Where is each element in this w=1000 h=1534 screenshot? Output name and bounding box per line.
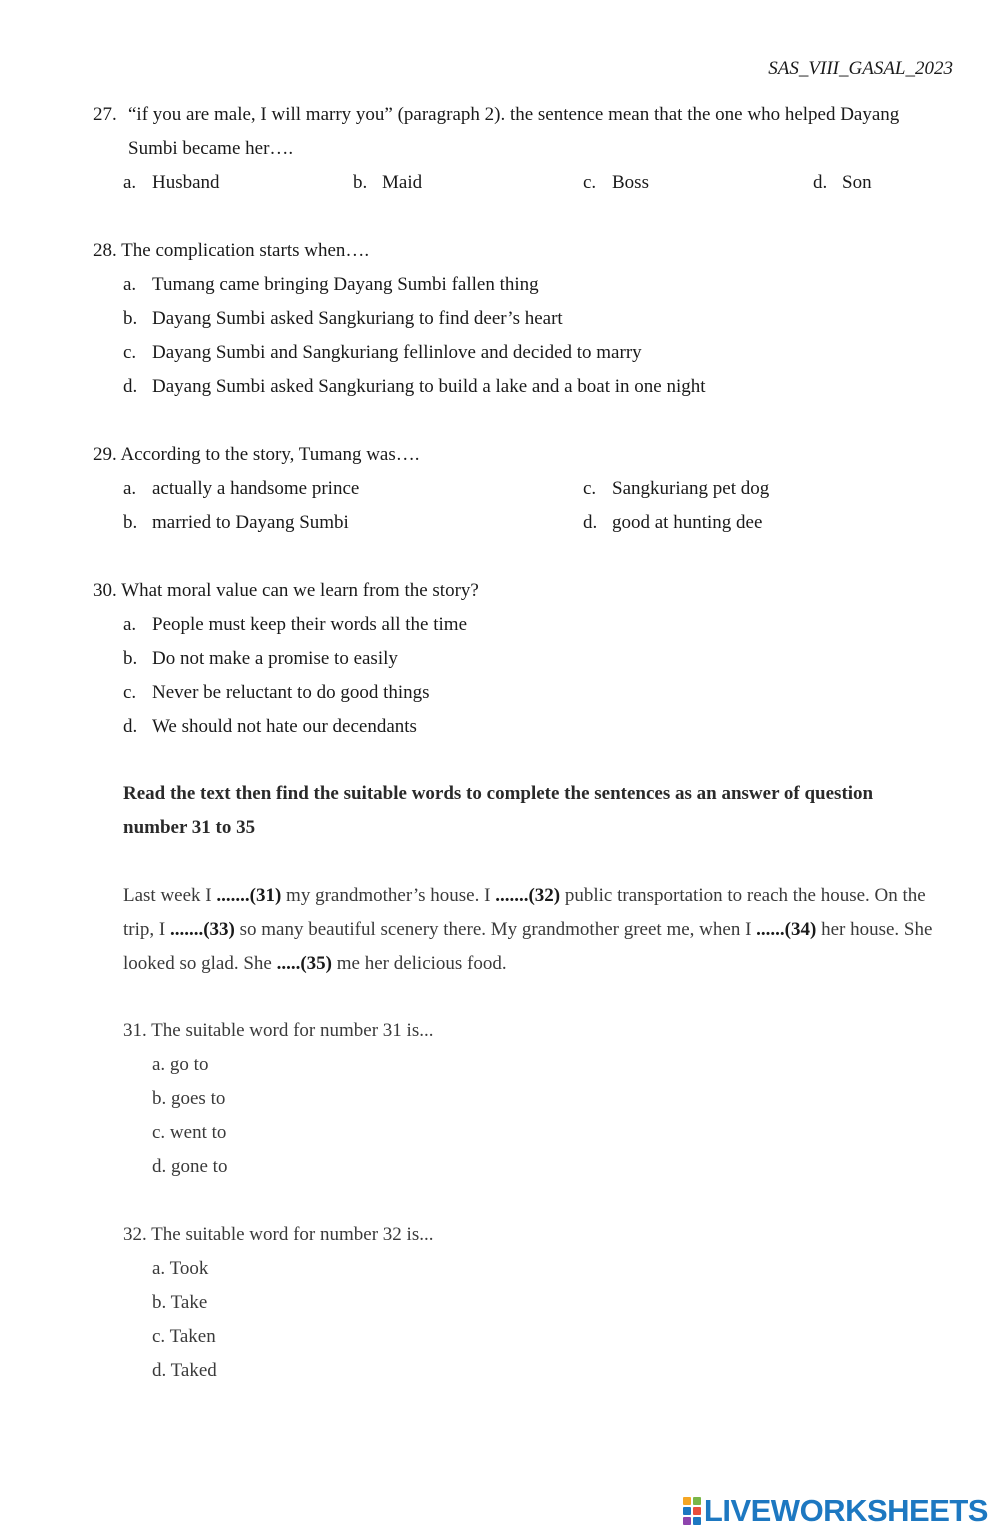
option-letter: d. [583,512,598,533]
option-29c [583,478,769,500]
option-28d [123,376,706,398]
passage-text: my grandmother’s house. I [281,885,496,906]
option-letter: b. [123,648,138,669]
option-text: good at hunting dee [612,512,763,533]
question-32-stem: 32. The suitable word for number 32 is... [123,1224,434,1245]
option-letter: a. [123,172,137,193]
option-29a [123,478,359,500]
option-29d [583,512,762,534]
option-30b [123,648,398,670]
option-text: Maid [382,172,423,193]
option-32c: c. Taken [152,1326,216,1347]
blank-31: .......(31) [216,885,282,906]
option-30d [123,716,417,738]
option-text: Dayang Sumbi and Sangkuriang fellinlove and decided to marry [152,342,642,363]
option-text: Boss [612,172,649,193]
option-text: Tumang came bringing Dayang Sumbi fallen thing [152,274,539,295]
blank-35: .....(35) [276,953,332,974]
option-32d: d. Taked [152,1360,217,1381]
option-letter: d. [813,172,828,193]
option-32a: a. Took [152,1258,209,1279]
option-letter: d. [123,376,138,397]
question-31-stem: 31. The suitable word for number 31 is... [123,1020,434,1041]
liveworksheets-logo[interactable] [683,1493,988,1529]
document-code: SAS_VIII_GASAL_2023 [768,58,953,79]
passage-text: so many beautiful scenery there. My grandmother greet me, when I [234,919,757,940]
option-27c [583,172,649,194]
question-29-stem: 29. According to the story, Tumang was…. [93,444,420,465]
option-letter: c. [583,172,597,193]
option-30c [123,682,430,704]
option-text: Husband [152,172,220,193]
blank-32: .......(32) [495,885,561,906]
option-letter: a. [123,478,137,499]
passage-text: her house. She looked so glad. She [123,919,933,974]
option-27d [813,172,872,194]
option-letter: c. [123,342,137,363]
question-27-number: 27. [93,104,117,125]
option-31c: c. went to [152,1122,227,1143]
option-text: Sangkuriang pet dog [612,478,770,499]
question-27-text-line2: Sumbi became her…. [128,138,294,159]
option-31d: d. gone to [152,1156,228,1177]
option-text: Never be reluctant to do good things [152,682,430,703]
option-letter: b. [353,172,368,193]
passage-text: Last week I [123,885,217,906]
option-27a [123,172,220,194]
option-text: Dayang Sumbi asked Sangkuriang to find deer’s heart [152,308,563,329]
option-letter: a. [123,614,137,635]
option-letter: d. [123,716,138,737]
blank-34: ......(34) [756,919,817,940]
question-28-stem: 28. The complication starts when…. [93,240,370,261]
passage-text: me her delicious food. [331,953,507,974]
question-27-text-line1: “if you are male, I will marry you” (paragraph 2). the sentence mean that the one who helped Dayang [128,104,900,125]
section-instruction: Read the text then find the suitable words to complete the sentences as an answer of question number 31 to 35 [123,783,874,838]
logo-blocks-icon [683,1497,701,1525]
option-text: People must keep their words all the time [152,614,468,635]
option-32b: b. Take [152,1292,208,1313]
option-30a [123,614,467,636]
option-letter: b. [123,308,138,329]
option-letter: a. [123,274,137,295]
option-letter: c. [583,478,597,499]
option-text: We should not hate our decendants [152,716,417,737]
option-31b: b. goes to [152,1088,226,1109]
option-28a [123,274,539,296]
option-31a: a. go to [152,1054,209,1075]
option-text: actually a handsome prince [152,478,360,499]
option-text: married to Dayang Sumbi [152,512,349,533]
question-30-stem: 30. What moral value can we learn from the story? [93,580,479,601]
cloze-passage [123,879,935,981]
option-28c [123,342,642,364]
option-text: Dayang Sumbi asked Sangkuriang to build a lake and a boat in one night [152,376,706,397]
logo-text: LIVEWORKSHEETS [703,1493,988,1528]
blank-33: .......(33) [169,919,235,940]
passage-text: public transportation to reach the house. On the trip, I [123,885,926,940]
option-29b [123,512,349,534]
option-letter: c. [123,682,137,703]
option-27b [353,172,422,194]
option-text: Do not make a promise to easily [152,648,398,669]
option-text: Son [842,172,872,193]
option-28b [123,308,563,330]
option-letter: b. [123,512,138,533]
